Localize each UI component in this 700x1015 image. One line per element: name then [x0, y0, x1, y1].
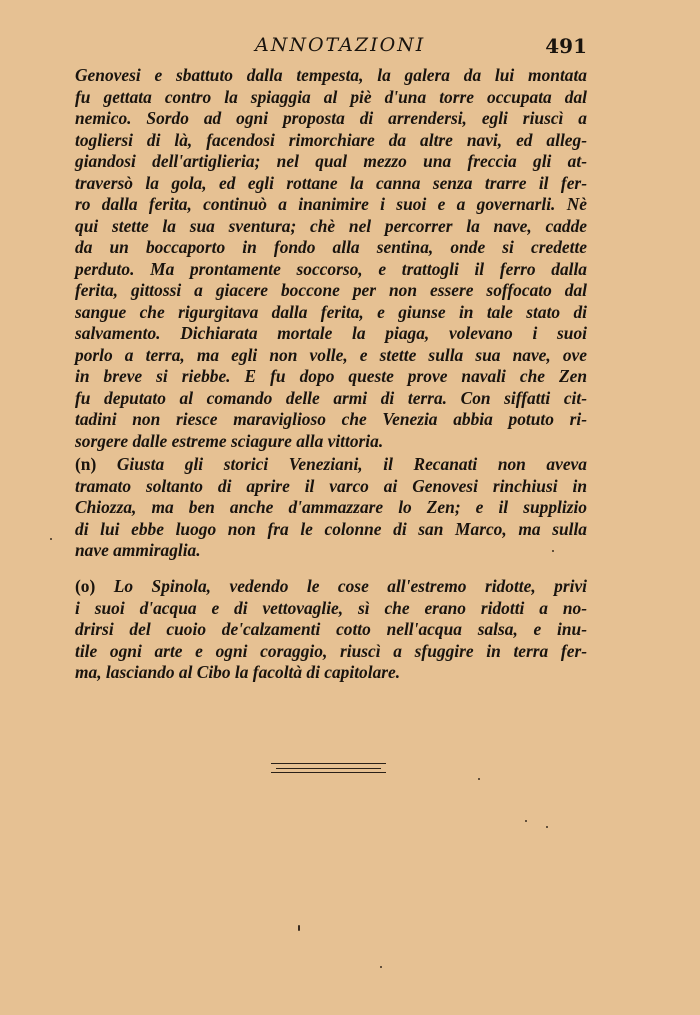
- text-line: nave ammiraglia.: [75, 540, 201, 560]
- text-line: Chiozza, ma ben anche d'ammazzare lo Zen; e il supplizio: [75, 497, 587, 517]
- note-continuation: [75, 65, 587, 452]
- text-line: ferita, gittossi a giacere boccone per non essere soffocato dal: [75, 280, 587, 300]
- text-line: da un boccaporto in fondo alla sentina, onde si credette: [75, 237, 587, 257]
- text-line: tramato soltanto di aprire il varco ai Genovesi rinchiusi in: [75, 475, 587, 496]
- text-line: i suoi d'acqua e di vettovaglie, sì che erano ridotti a no-: [75, 597, 587, 618]
- text-line: porlo a terra, ma egli non volle, e stette sulla sua nave, ove: [75, 344, 587, 365]
- ornament-rule: [276, 768, 381, 769]
- ink-speck: [546, 826, 548, 828]
- note-n: [75, 454, 587, 562]
- note-marker: (o): [75, 576, 96, 596]
- text-line: traversò la gola, ed egli rottane la canna senza trarre il fer-: [75, 172, 587, 193]
- text-line: fu gettata contro la spiaggia al piè d'una torre occupata dal: [75, 86, 587, 107]
- text-line: sangue che rigurgitava dalla ferita, e giunse in tale stato di: [75, 301, 587, 322]
- text-line: sorgere dalle estreme sciagure alla vittoria.: [75, 430, 384, 451]
- text-line: tile ogni arte e ogni coraggio, riuscì a sfuggire in terra fer-: [75, 640, 587, 661]
- text-line: in breve si riebbe. E fu dopo queste prove navali che Zen: [75, 366, 587, 386]
- text-line: giandosi dell'artiglieria; nel qual mezzo una freccia gli at-: [75, 151, 587, 171]
- ink-speck: [380, 966, 382, 968]
- ink-speck: [50, 538, 52, 540]
- text-line: qui stette la sua sventura; chè nel percorrer la nave, cadde: [75, 215, 587, 236]
- text-line: ro dalla ferita, continuò a inanimire i suoi e a governarli. Nè: [75, 194, 587, 214]
- running-title: ANNOTAZIONI: [255, 34, 426, 56]
- text-line: di lui ebbe luogo non fra le colonne di san Marco, ma sulla: [75, 518, 587, 539]
- text-line: Genovesi e sbattuto dalla tempesta, la galera da lui montata: [75, 65, 587, 85]
- text-line: [75, 454, 587, 476]
- text-line: [75, 576, 587, 598]
- ink-speck: [298, 925, 300, 931]
- text-line: tadini non riesce maraviglioso che Venezia abbia potuto ri-: [75, 409, 587, 429]
- note-marker: (n): [75, 454, 97, 474]
- text-line-content: Lo Spinola, vedendo le cose all'estremo ridotte, privi: [113, 576, 587, 596]
- ornament-rule: [271, 772, 386, 773]
- ornament-rule: [271, 763, 386, 764]
- text-line-content: Giusta gli storici Veneziani, il Recanati non aveva: [116, 454, 587, 474]
- note-o: [75, 576, 587, 684]
- text-line: nemico. Sordo ad ogni proposta di arrendersi, egli riuscì a: [75, 108, 587, 128]
- ink-speck: [525, 820, 527, 822]
- text-line: perduto. Ma prontamente soccorso, e trattogli il ferro dalla: [75, 258, 587, 279]
- text-line: fu deputato al comando delle armi di terra. Con siffatti cit-: [75, 387, 587, 408]
- ink-speck: [478, 778, 480, 780]
- text-line: togliersi di là, facendosi rimorchiare da altre navi, ed alleg-: [75, 129, 587, 150]
- page-header: [75, 34, 587, 60]
- text-line: drirsi del cuoio de'calzamenti cotto nell'acqua salsa, e inu-: [75, 619, 587, 639]
- ink-speck: [552, 550, 554, 552]
- text-line: salvamento. Dichiarata mortale la piaga, volevano i suoi: [75, 323, 587, 343]
- text-line: ma, lasciando al Cibo la facoltà di capitolare.: [75, 662, 401, 682]
- page-number: 491: [545, 34, 587, 58]
